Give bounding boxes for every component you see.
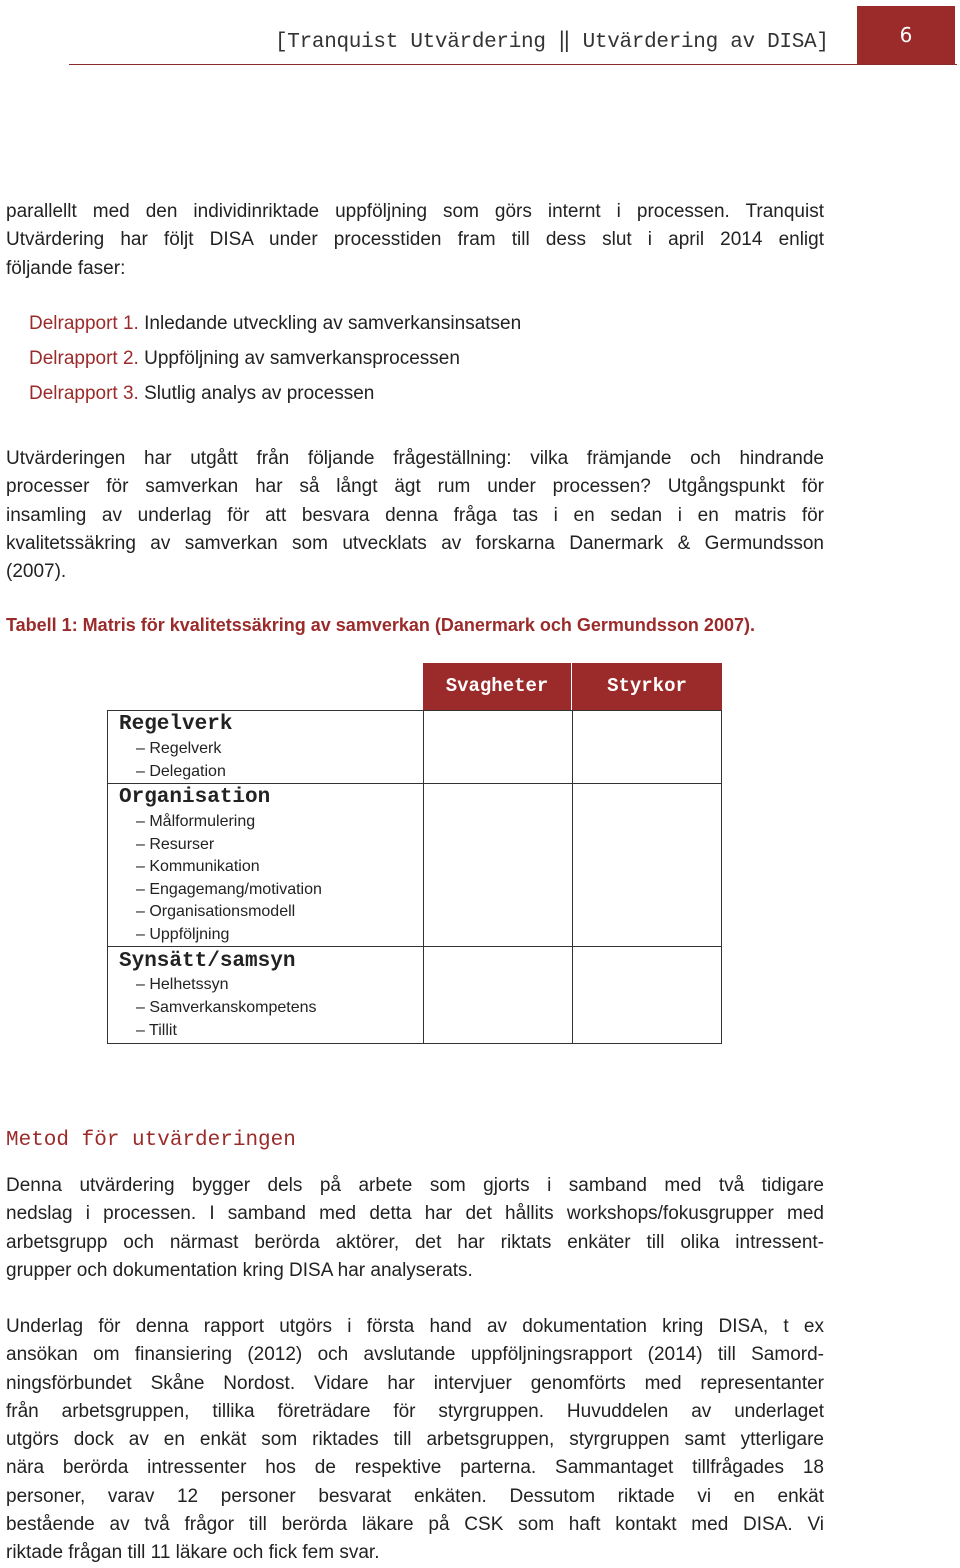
category-title: Regelverk [119,713,233,736]
paragraph-line: nedslag i processen. I samband med detta har det hållits workshops/fokusgrupper med [6,1203,824,1225]
paragraph-line: ansökan om finansiering (2012) och avslutande uppföljningsrapport (2014) till Samord- [6,1344,824,1366]
header-title: [Tranquist Utvärdering ‖ Utvärdering av DISA] [275,31,829,54]
section-heading: Metod för utvärderingen [6,1129,296,1152]
category-item: – Delegation [136,763,226,780]
page-number-badge: 6 [857,6,955,64]
paragraph-line: från arbetsgruppen, tillika företrädare för styrgruppen. Huvuddelen av underlaget [6,1400,824,1422]
table-cell [423,710,573,784]
table-cell [423,783,573,947]
report-text: Inledande utveckling av samverkansinsatsen [144,313,522,334]
report-text: Uppföljning av samverkansprocessen [144,348,460,369]
paragraph-line: riktade frågan till 11 läkare och fick fem svar. [6,1542,380,1564]
report-label: Delrapport 2. [29,348,139,369]
paragraph-line: personer, varav 12 personer besvarat enkäten. Dessutom riktade vi en enkät [6,1485,824,1507]
table-cell [572,783,722,947]
column-header-weaknesses: Svagheter [423,663,571,710]
category-item: – Uppföljning [136,926,230,943]
question-line: (2007). [6,561,67,583]
report-item-3 [29,383,374,405]
paragraph-line: bestående av två frågor till berörda läkare på CSK som haft kontakt med DISA. Vi [6,1514,824,1536]
paragraph-line: nära berörda intressenter hos de respektive parterna. Sammantaget tillfrågades 18 [6,1457,824,1479]
category-title: Organisation [119,786,271,809]
table-cell [572,946,722,1044]
paragraph-line: ningsförbundet Skåne Nordost. Vidare har intervjuer genomförts med representanter [6,1372,824,1394]
intro-paragraph [6,198,824,283]
method-paragraph-1 [6,1172,824,1285]
category-item: – Helhetssyn [136,976,229,993]
table-cell [572,710,722,784]
category-title: Synsätt/samsyn [119,950,296,973]
paragraph-line: Denna utvärdering bygger dels på arbete som gjorts i samband med två tidigare [6,1175,824,1196]
intro-line: Utvärdering har följt DISA under processtiden fram till dess slut i april 2014 enligt [6,229,824,251]
paragraph-line: arbetsgrupp och närmast berörda aktörer, det har riktats enkäter till olika intressent- [6,1231,824,1253]
column-header-strengths: Styrkor [572,663,722,710]
intro-line: följande faser: [6,257,126,279]
category-item: – Tillit [136,1022,177,1039]
paragraph-line: utgörs dock av en enkät som riktades till arbetsgruppen, styrgruppen samt ytterligare [6,1429,824,1451]
table-caption: Tabell 1: Matris för kvalitetssäkring av samverkan (Danermark och Germundsson 2007). [6,615,755,635]
category-item: – Engagemang/motivation [136,881,322,898]
report-label: Delrapport 1. [29,313,139,334]
header-divider [69,64,957,65]
question-line: processer för samverkan har så långt ägt rum under processen? Utgångspunkt för [6,476,824,498]
question-line: insamling av underlag för att besvara denna fråga tas i en sedan i en matris för [6,504,824,526]
question-line: Utvärderingen har utgått från följande frågeställning: vilka främjande och hindrande [6,448,824,469]
category-item: – Samverkanskompetens [136,999,317,1016]
intro-line: parallellt med den individinriktade uppföljning som görs internt i processen. Tranquist [6,201,824,222]
category-item: – Organisationsmodell [136,903,296,920]
method-paragraph-2 [6,1313,824,1568]
question-paragraph [6,445,824,586]
paragraph-line: grupper och dokumentation kring DISA har analyserats. [6,1259,473,1281]
report-item-2 [29,348,460,370]
category-item: – Kommunikation [136,858,260,875]
report-text: Slutlig analys av processen [144,383,375,404]
paragraph-line: Underlag för denna rapport utgörs i första hand av dokumentation kring DISA, t ex [6,1316,824,1337]
category-item: – Regelverk [136,740,222,757]
report-label: Delrapport 3. [29,383,139,404]
category-item: – Resurser [136,836,215,853]
report-item-1 [29,313,521,335]
table-cell [423,946,573,1044]
category-item: – Målformulering [136,813,256,830]
question-line: kvalitetssäkring av samverkan som utvecklats av forskarna Danermark & Germundsson [6,532,824,554]
